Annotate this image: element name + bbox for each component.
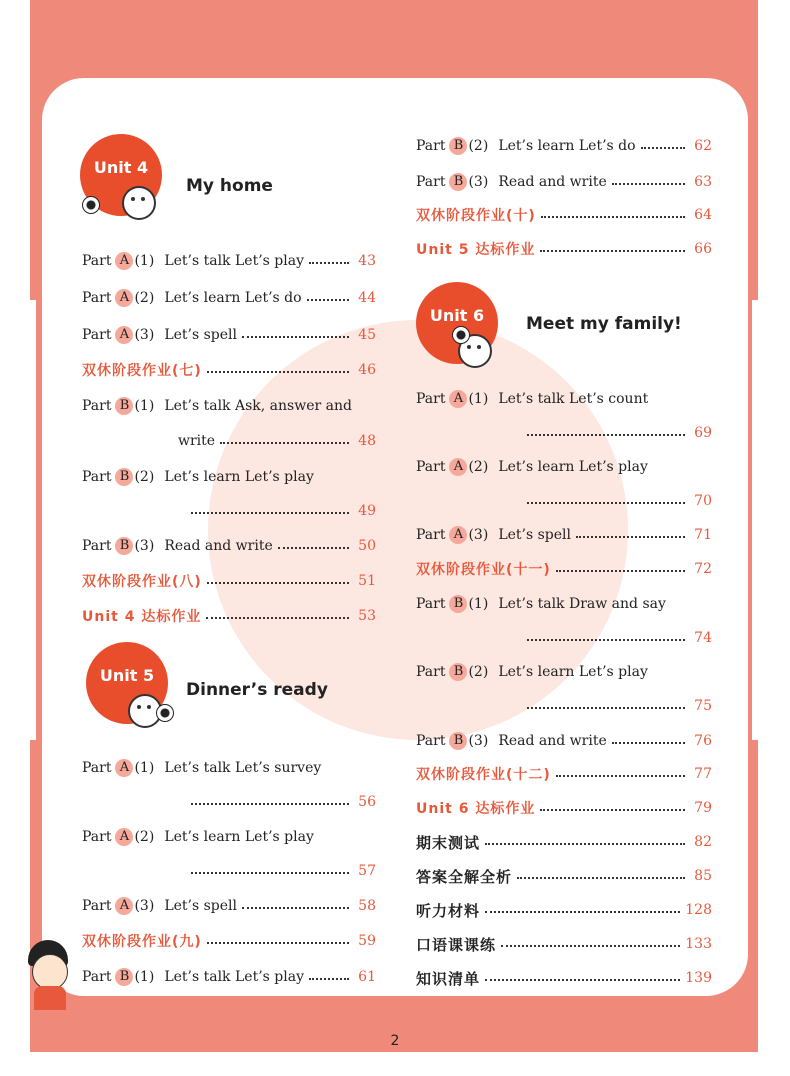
homework-label: 双休阶段作业(十) (416, 208, 536, 224)
page-number: 66 (694, 241, 712, 257)
section-label: 答案全解全析 (416, 867, 513, 886)
part-label: Part (416, 664, 446, 680)
page-number: 71 (694, 527, 712, 543)
toc-row-answers[interactable] (416, 863, 712, 889)
lesson-title: Let’s learn Let’s play (164, 829, 314, 845)
leader-dots (485, 843, 685, 845)
leader-dots (242, 336, 349, 338)
toc-row-continuation[interactable] (186, 498, 376, 524)
part-label: Part (82, 253, 112, 269)
part-number: (3) (468, 527, 489, 543)
part-label: Part (82, 327, 112, 343)
leader-dots (309, 978, 349, 980)
toc-row-oral[interactable] (416, 931, 712, 957)
lesson-title: Let’s learn Let’s play (498, 459, 648, 475)
part-label: Part (416, 596, 446, 612)
part-number: (3) (134, 538, 155, 554)
part-letter-badge: B (449, 595, 467, 613)
leader-dots (485, 911, 680, 913)
toc-row-continuation[interactable] (522, 420, 712, 446)
page-number: 128 (685, 902, 712, 918)
unit5-title: Dinner’s ready (186, 680, 328, 700)
leader-dots (527, 639, 685, 641)
kid-face (32, 954, 68, 990)
part-letter-badge: B (115, 968, 133, 986)
homework-label: 双休阶段作业(八) (82, 574, 202, 590)
unit4-badge-label: Unit 4 (93, 158, 149, 177)
page-number: 79 (694, 800, 712, 816)
leader-dots (207, 371, 349, 373)
part-letter-badge: A (449, 526, 467, 544)
toc-row-homework[interactable] (416, 556, 712, 582)
page-number: 139 (685, 970, 712, 986)
part-letter-badge: A (115, 252, 133, 270)
football-icon (452, 326, 470, 344)
leader-dots (527, 502, 685, 504)
part-label: Part (416, 174, 446, 190)
lesson-title: Read and write (498, 733, 607, 749)
page-number: 46 (358, 362, 376, 378)
leader-dots (641, 147, 685, 149)
leader-dots (527, 707, 685, 709)
toc-row-final-exam[interactable] (416, 829, 712, 855)
part-number: (3) (468, 174, 489, 190)
part-label: Part (82, 290, 112, 306)
part-label: Part (82, 469, 112, 485)
section-label: 知识清单 (416, 969, 481, 988)
leader-dots (307, 299, 349, 301)
football-icon (82, 196, 100, 214)
toc-row-unit-test[interactable] (416, 236, 712, 262)
kid-shirt (34, 986, 66, 1010)
toc-row[interactable] (416, 728, 712, 754)
lesson-title: Let’s learn Let’s play (498, 664, 648, 680)
toc-row[interactable] (82, 464, 376, 490)
part-label: Part (82, 969, 112, 985)
homework-label: 双休阶段作业(七) (82, 363, 202, 379)
lesson-title: Let’s talk Let’s play (164, 253, 304, 269)
leader-dots (191, 803, 349, 805)
page-number: 49 (358, 503, 376, 519)
toc-row-continuation[interactable] (522, 625, 712, 651)
page-number: 57 (358, 863, 376, 879)
part-letter-badge: A (115, 897, 133, 915)
leader-dots (517, 877, 685, 879)
page-number: 85 (694, 868, 712, 884)
toc-row-homework[interactable] (82, 568, 376, 594)
part-number: (1) (134, 253, 155, 269)
lesson-title: Let’s spell (498, 527, 571, 543)
part-number: (2) (134, 469, 155, 485)
toc-row[interactable] (416, 522, 712, 548)
toc-row-continuation[interactable] (186, 789, 376, 815)
leader-dots (612, 742, 685, 744)
lesson-title: Let’s learn Let’s play (164, 469, 314, 485)
leader-dots (576, 536, 685, 538)
toc-row[interactable] (82, 393, 376, 419)
part-letter-badge: B (115, 468, 133, 486)
part-label: Part (82, 538, 112, 554)
toc-row[interactable] (416, 454, 712, 480)
homework-label: 双休阶段作业(十二) (416, 767, 551, 783)
toc-row[interactable] (82, 533, 376, 559)
leader-dots (220, 442, 349, 444)
toc-row-continuation[interactable] (522, 693, 712, 719)
lesson-title: Let’s spell (164, 327, 237, 343)
page-number: 76 (694, 733, 712, 749)
part-letter-badge: B (449, 732, 467, 750)
page-number: 50 (358, 538, 376, 554)
toc-row-homework[interactable] (416, 202, 712, 228)
page-number: 43 (358, 253, 376, 269)
unit5-badge-label: Unit 5 (99, 666, 155, 685)
toc-row[interactable] (82, 824, 376, 850)
lesson-title: Let’s talk Let’s survey (164, 760, 322, 776)
unit6-badge-label: Unit 6 (429, 306, 485, 325)
part-letter-badge: A (449, 390, 467, 408)
lesson-title: Let’s learn Let’s do (164, 290, 302, 306)
page-number: 51 (358, 573, 376, 589)
leader-dots (309, 262, 349, 264)
page-number: 69 (694, 425, 712, 441)
part-letter-badge: A (449, 458, 467, 476)
part-letter-badge: B (449, 137, 467, 155)
part-label: Part (416, 527, 446, 543)
part-number: (2) (468, 138, 489, 154)
toc-row[interactable] (82, 964, 376, 990)
part-letter-badge: A (115, 289, 133, 307)
leader-dots (207, 942, 349, 944)
page-number: 64 (694, 207, 712, 223)
part-number: (1) (134, 760, 155, 776)
toc-row-unit-test[interactable] (82, 603, 376, 629)
toc-row-continuation[interactable] (186, 858, 376, 884)
part-number: (3) (134, 327, 155, 343)
football-icon (156, 704, 174, 722)
unit-test-label: Unit 5 达标作业 (416, 242, 536, 258)
page-number: 44 (358, 290, 376, 306)
part-label: Part (416, 459, 446, 475)
toc-row-homework[interactable] (82, 357, 376, 383)
lesson-title: Let’s talk Ask, answer and (164, 398, 352, 414)
leader-dots (527, 434, 685, 436)
page-number: 72 (694, 561, 712, 577)
lesson-title: Let’s talk Let’s play (164, 969, 304, 985)
toc-row[interactable] (82, 248, 376, 274)
toc-row-homework[interactable] (82, 928, 376, 954)
page-number: 62 (694, 138, 712, 154)
section-label: 听力材料 (416, 901, 481, 920)
part-number: (3) (134, 898, 155, 914)
part-number: (1) (134, 969, 155, 985)
homework-label: 双休阶段作业(十一) (416, 562, 551, 578)
part-number: (1) (468, 391, 489, 407)
page-number: 48 (358, 433, 376, 449)
part-number: (2) (134, 829, 155, 845)
page-number-footer: 2 (390, 1033, 400, 1049)
toc-row-unit-test[interactable] (416, 795, 712, 821)
part-number: (2) (468, 664, 489, 680)
leader-dots (501, 945, 680, 947)
part-label: Part (416, 391, 446, 407)
page-number: 133 (685, 936, 712, 952)
lesson-title: Let’s talk Let’s count (498, 391, 649, 407)
part-label: Part (82, 829, 112, 845)
part-label: Part (416, 138, 446, 154)
toc-row[interactable] (416, 133, 712, 159)
part-number: (3) (468, 733, 489, 749)
leader-dots (612, 183, 685, 185)
part-label: Part (416, 733, 446, 749)
toc-row[interactable] (416, 591, 712, 617)
toc-row[interactable] (416, 169, 712, 195)
part-label: Part (82, 898, 112, 914)
right-margin-strip (752, 300, 758, 740)
homework-label: 双休阶段作业(九) (82, 934, 202, 950)
leader-dots (556, 775, 685, 777)
toc-row[interactable] (82, 285, 376, 311)
part-letter-badge: B (115, 537, 133, 555)
page-number: 82 (694, 834, 712, 850)
section-label: 口语课课练 (416, 935, 497, 954)
toc-row[interactable] (416, 659, 712, 685)
part-number: (1) (468, 596, 489, 612)
lesson-title: Read and write (498, 174, 607, 190)
lesson-title: Let’s learn Let’s do (498, 138, 636, 154)
unit-test-label: Unit 4 达标作业 (82, 609, 202, 625)
leader-dots (191, 512, 349, 514)
part-label: Part (82, 760, 112, 776)
toc-row[interactable] (416, 386, 712, 412)
lesson-title: Read and write (164, 538, 273, 554)
leader-dots (191, 872, 349, 874)
page-number: 70 (694, 493, 712, 509)
toc-row-homework[interactable] (416, 761, 712, 787)
part-number: (2) (134, 290, 155, 306)
part-letter-badge: B (115, 397, 133, 415)
part-letter-badge: A (115, 759, 133, 777)
leader-dots (206, 617, 349, 619)
page-number: 53 (358, 608, 376, 624)
unit6-badge (416, 282, 498, 364)
lesson-title: Let’s spell (164, 898, 237, 914)
toc-row[interactable] (82, 893, 376, 919)
lesson-title: Let’s talk Draw and say (498, 596, 666, 612)
unit6-title: Meet my family! (526, 314, 682, 334)
page-number: 61 (358, 969, 376, 985)
page-number: 56 (358, 794, 376, 810)
leader-dots (541, 216, 685, 218)
leader-dots (485, 979, 680, 981)
cartoon-kid-illustration (28, 940, 68, 1010)
part-letter-badge: B (449, 173, 467, 191)
part-letter-badge: A (115, 326, 133, 344)
dinosaur-mascot-icon (122, 186, 156, 220)
left-margin-strip (30, 300, 36, 740)
page-number: 58 (358, 898, 376, 914)
toc-row-knowledge-list[interactable] (416, 965, 712, 991)
leader-dots (540, 250, 685, 252)
lesson-title-continued: write (178, 433, 216, 449)
leader-dots (242, 907, 349, 909)
page-number: 77 (694, 766, 712, 782)
toc-row[interactable] (82, 322, 376, 348)
page-number: 74 (694, 630, 712, 646)
page-number: 63 (694, 174, 712, 190)
unit4-title: My home (186, 176, 273, 196)
page-number: 45 (358, 327, 376, 343)
leader-dots (556, 570, 685, 572)
toc-row-continuation[interactable] (178, 428, 376, 454)
part-number: (1) (134, 398, 155, 414)
part-number: (2) (468, 459, 489, 475)
toc-row[interactable] (82, 755, 376, 781)
page-number: 75 (694, 698, 712, 714)
section-label: 期末测试 (416, 833, 481, 852)
toc-row-listening[interactable] (416, 897, 712, 923)
unit-test-label: Unit 6 达标作业 (416, 801, 536, 817)
part-letter-badge: B (449, 663, 467, 681)
part-label: Part (82, 398, 112, 414)
leader-dots (278, 547, 349, 549)
part-letter-badge: A (115, 828, 133, 846)
leader-dots (207, 582, 349, 584)
page-number: 59 (358, 933, 376, 949)
toc-row-continuation[interactable] (522, 488, 712, 514)
leader-dots (540, 809, 685, 811)
